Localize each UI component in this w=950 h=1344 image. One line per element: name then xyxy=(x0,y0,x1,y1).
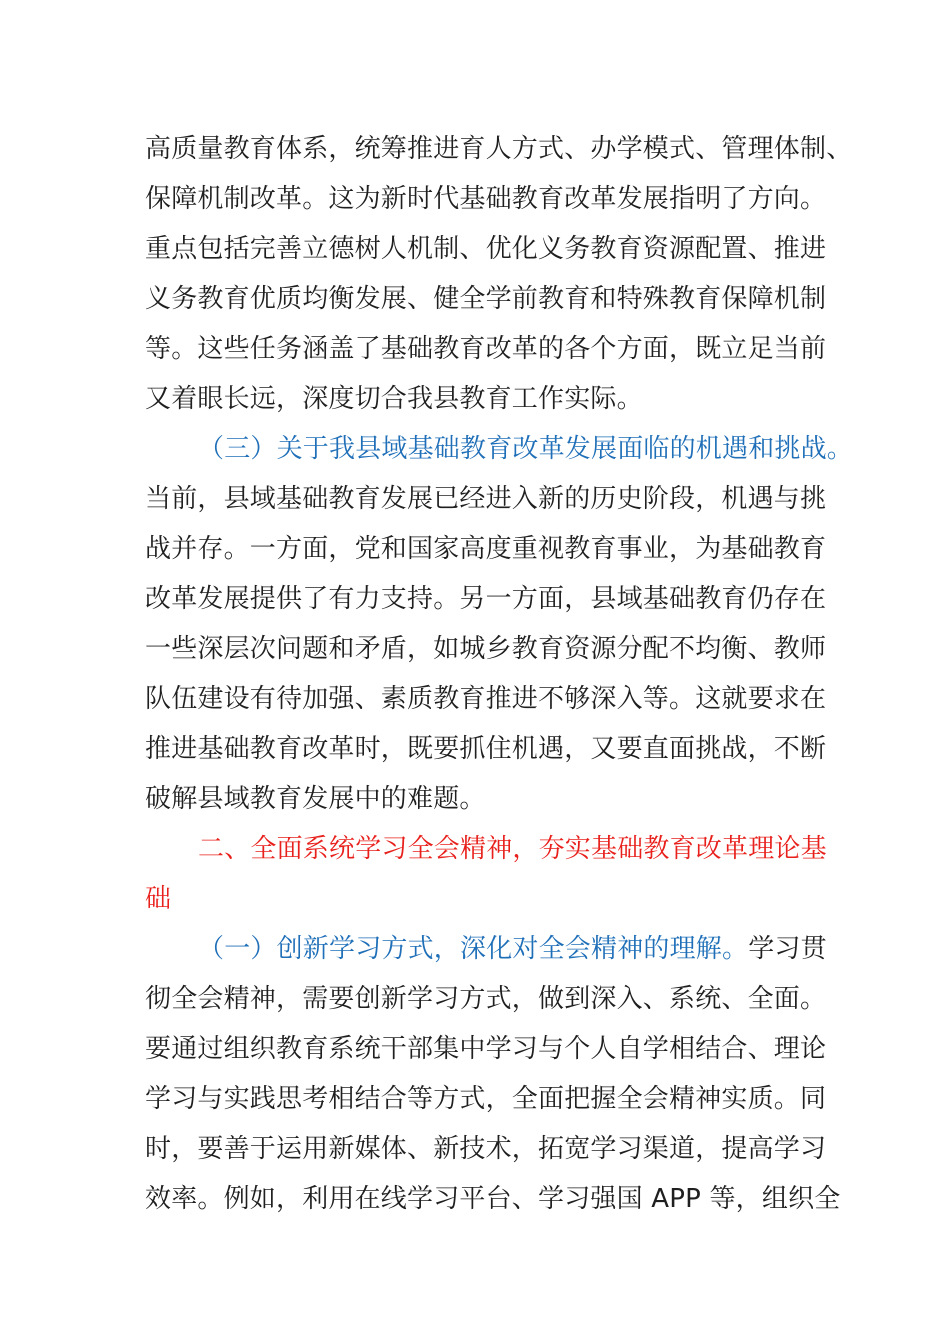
body-text-line: 重点包括完善立德树人机制、优化义务教育资源配置、推进 xyxy=(145,234,827,264)
body-text-line: 当前，县域基础教育发展已经进入新的历史阶段，机遇与挑 xyxy=(145,484,827,514)
body-text-line: 效率。例如，利用在线学习平台、学习强国 APP 等，组织全 xyxy=(145,1184,841,1214)
body-text-line: 改革发展提供了有力支持。另一方面，县域基础教育仍存在 xyxy=(145,584,827,614)
body-text-line: 破解县域教育发展中的难题。 xyxy=(145,784,486,814)
subheading-one-line xyxy=(198,933,827,965)
body-text-line: 又着眼长远，深度切合我县教育工作实际。 xyxy=(145,384,643,414)
body-text-line: 等。这些任务涵盖了基础教育改革的各个方面，既立足当前 xyxy=(145,334,827,364)
subheading-three: （三）关于我县域基础教育改革发展面临的机遇和挑战。 xyxy=(198,434,854,464)
body-text-line: 学习与实践思考相结合等方式，全面把握全会精神实质。同 xyxy=(145,1084,827,1114)
section-heading-two-continued: 础 xyxy=(145,884,172,914)
subheading-one: （一）创新学习方式，深化对全会精神的理解。 xyxy=(198,934,749,964)
body-text-line: 义务教育优质均衡发展、健全学前教育和特殊教育保障机制 xyxy=(145,284,827,314)
body-text-line: 时，要善于运用新媒体、新技术，拓宽学习渠道，提高学习 xyxy=(145,1134,827,1164)
body-text-line: 要通过组织教育系统干部集中学习与个人自学相结合、理论 xyxy=(145,1034,827,1064)
body-text-line: 高质量教育体系，统筹推进育人方式、办学模式、管理体制、 xyxy=(145,134,853,164)
body-text-line: 推进基础教育改革时，既要抓住机遇，又要直面挑战，不断 xyxy=(145,734,827,764)
body-text-line: 一些深层次问题和矛盾，如城乡教育资源分配不均衡、教师 xyxy=(145,634,827,664)
body-text-inline: 学习贯 xyxy=(748,934,827,964)
body-text-line: 战并存。一方面，党和国家高度重视教育事业，为基础教育 xyxy=(145,534,827,564)
section-heading-two: 二、全面系统学习全会精神，夯实基础教育改革理论基 xyxy=(198,834,827,864)
body-text-line: 队伍建设有待加强、素质教育推进不够深入等。这就要求在 xyxy=(145,684,827,714)
body-text-line: 保障机制改革。这为新时代基础教育改革发展指明了方向。 xyxy=(145,184,827,214)
body-text-line: 彻全会精神，需要创新学习方式，做到深入、系统、全面。 xyxy=(145,984,827,1014)
